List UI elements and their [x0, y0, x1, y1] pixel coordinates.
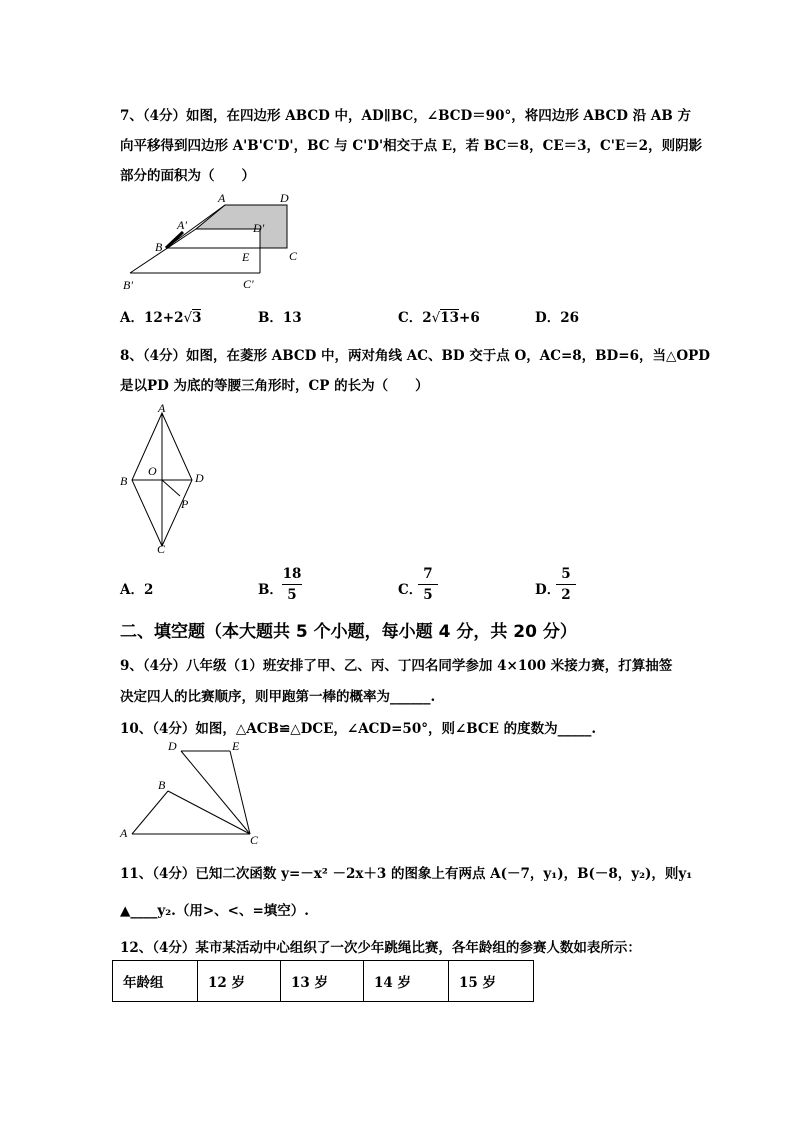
q7-option-a: A．12+2√3: [120, 310, 202, 326]
q7-label-A: A: [218, 191, 226, 205]
q9-text-line2: 决定四人的比赛顺序，则甲跑第一棒的概率为______.: [120, 689, 436, 705]
q7-label-B1: B': [123, 278, 133, 292]
table-cell: 15 岁: [449, 961, 534, 1002]
q7-text-line1: 7、（4分）如图，在四边形 ABCD 中，AD∥BC，∠BCD＝90°，将四边形 ABCD 沿 AB 方: [120, 108, 691, 124]
q7-text-line3: 部分的面积为（ ）: [120, 168, 255, 184]
q8-text-line1: 8、（4分）如图，在菱形 ABCD 中，两对角线 AC、BD 交于点 O，AC=8，BD=6，当△OPD: [120, 348, 710, 364]
q7-label-B: B: [155, 240, 163, 254]
q9-text-line1: 9、（4分）八年级（1）班安排了甲、乙、丙、丁四名同学参加 4×100 米接力赛，打算抽签: [120, 658, 673, 674]
q8-option-a: A．2: [120, 582, 154, 598]
q8-label-B: B: [120, 474, 128, 488]
q8-option-c-fraction: 7 5: [418, 566, 438, 603]
q10-label-A: A: [120, 826, 128, 840]
q10-label-E: E: [232, 739, 240, 753]
q12-text-line1: 12、（4分）某市某活动中心组织了一次少年跳绳比赛，各年龄组的参赛人数如表所示：: [120, 940, 641, 956]
section-heading: 二、填空题（本大题共 5 个小题，每小题 4 分，共 20 分）: [120, 622, 577, 642]
q7-option-b: B．13: [258, 310, 302, 326]
q8-option-d-fraction: 5 2: [556, 566, 576, 603]
q10-label-D: D: [168, 739, 177, 753]
q8-label-A: A: [158, 401, 166, 415]
q8-option-d-label: D．: [535, 582, 561, 598]
q7-option-c: C．2√13+6: [398, 310, 480, 326]
q11-text-line2: ▲____y₂.（用>、<、=填空）.: [120, 903, 309, 919]
q8-label-C: C: [157, 542, 166, 556]
q8-figure: [112, 398, 212, 558]
table-cell: 12 岁: [198, 961, 281, 1002]
q7-label-C: C: [289, 249, 298, 263]
q8-label-O: O: [148, 464, 157, 478]
q8-option-b-fraction: 18 5: [282, 566, 302, 603]
q7-shaded-region: [196, 205, 287, 248]
q7-figure: [115, 188, 315, 298]
q11-text-line1: 11、（4分）已知二次函数 y=－x² －2x＋3 的图象上有两点 A(－7，y₁)，B(－8，y₂)，则y₁: [120, 866, 693, 882]
q8-label-D: D: [195, 471, 204, 485]
q7-label-A1: A': [177, 218, 187, 232]
table-cell: 14 岁: [364, 961, 449, 1002]
q8-option-b-label: B．: [258, 582, 283, 598]
q10-text-line1: 10、（4分）如图，△ACB≌△DCE，∠ACD=50°，则∠BCE 的度数为_____.: [120, 721, 597, 737]
table-cell: 年龄组: [113, 961, 198, 1002]
q8-option-c-label: C．: [398, 582, 423, 598]
q7-text-line2: 向平移得到四边形 A'B'C'D'，BC 与 C'D'相交于点 E，若 BC＝8，CE＝3，C'E＝2，则阴影: [120, 138, 703, 154]
table-cell: 13 岁: [281, 961, 364, 1002]
q7-label-E: E: [242, 250, 250, 264]
q7-label-C1: C': [243, 277, 254, 291]
table-row: [113, 961, 534, 1002]
q10-figure: [112, 736, 272, 848]
q7-label-D: D: [280, 191, 289, 205]
q10-label-B: B: [158, 778, 166, 792]
q10-label-C: C: [250, 833, 259, 847]
q7-label-D1: D': [253, 221, 265, 235]
q8-label-P: P: [181, 497, 189, 511]
q7-option-d: D．26: [535, 310, 579, 326]
q8-text-line2: 是以PD 为底的等腰三角形时，CP 的长为（ ）: [120, 378, 429, 394]
q12-table: [112, 960, 534, 1002]
